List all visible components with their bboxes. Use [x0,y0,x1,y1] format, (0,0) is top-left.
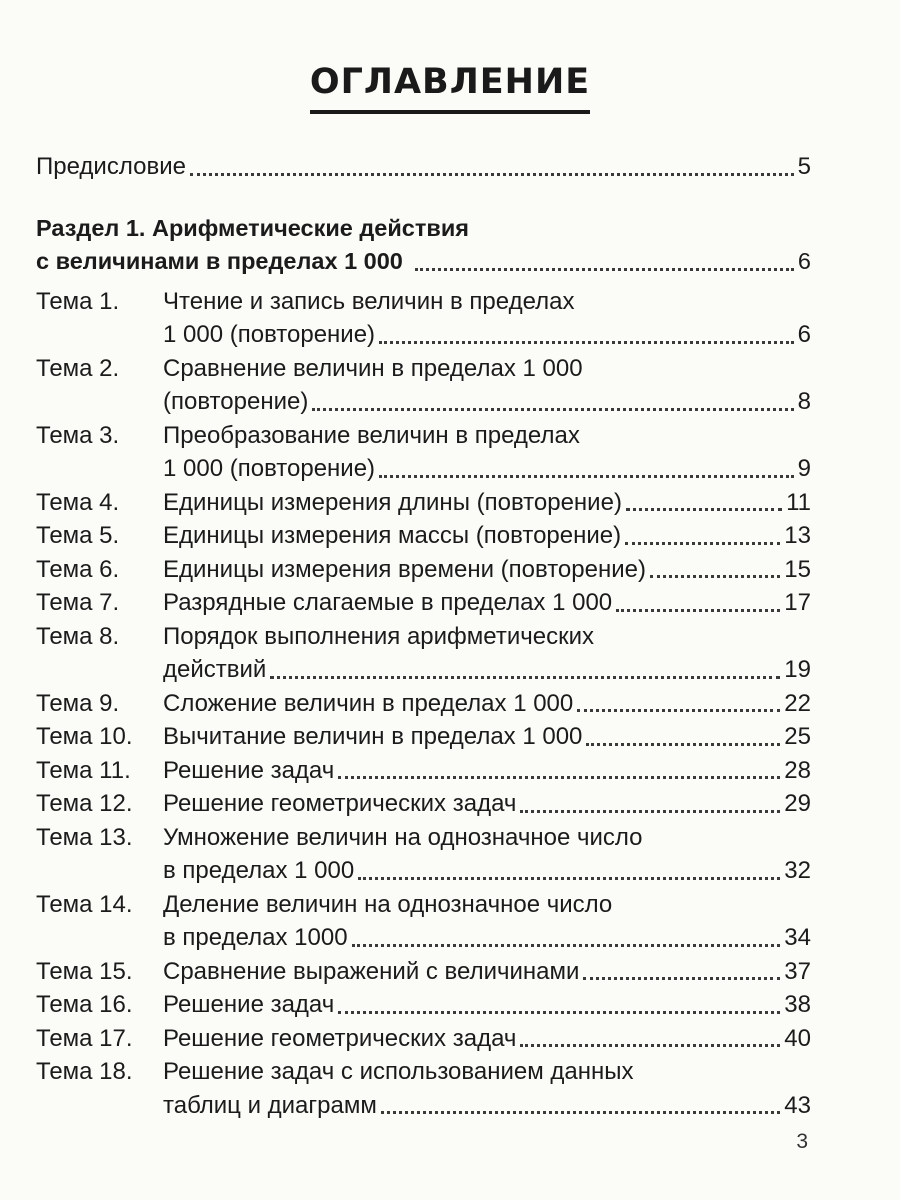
topic-number: Тема 16. [36,991,133,1018]
topic-number: Тема 2. [36,354,120,382]
topic-page: 8 [797,388,811,415]
topic-number: Тема 10. [36,723,133,750]
toc-entry-topic-8[interactable] [36,620,811,687]
topic-number: Тема 7. [36,589,120,616]
topic-title: Сравнение величин в пределах 1 000 [163,354,583,382]
toc-line [36,385,811,419]
topic-number: Тема 1. [36,287,120,315]
toc-entry-topic-11[interactable] [36,754,811,788]
section-line-2 [36,245,811,279]
topic-title: действий [163,656,267,683]
toc-entry-topic-9[interactable] [36,687,811,721]
dot-leader [312,408,793,411]
toc-entry-topic-13[interactable] [36,821,811,888]
section-title-line1: Раздел 1. Арифметические действия [36,214,469,241]
topic-page: 11 [786,488,811,516]
page-number: 3 [796,1130,808,1153]
topic-title: Единицы измерения времени (повторение) [163,555,646,583]
dot-leader [583,977,780,980]
dot-leader [626,508,782,511]
toc-line [36,1055,811,1089]
topic-title: Решение задач [163,756,335,784]
toc-line [36,419,811,453]
toc-entry-preface[interactable] [36,150,811,184]
dot-leader [520,1044,780,1047]
toc-line [36,854,811,888]
topic-title: (повторение) [163,388,309,415]
dot-leader [358,877,780,880]
page-title: ОГЛАВЛЕНИЕ [310,62,590,114]
toc-entry-topic-3[interactable] [36,419,811,486]
toc-line [36,1022,811,1056]
topic-list [36,285,811,1123]
dot-leader [586,743,780,746]
toc-line [36,352,811,386]
topic-number: Тема 14. [36,890,133,918]
topic-number: Тема 5. [36,522,120,549]
topic-title: Деление величин на однозначное число [163,890,613,918]
topic-title: Решение задач [163,991,335,1018]
topic-title: таблиц и диаграмм [163,1091,377,1119]
toc-line [36,285,811,319]
toc-line [36,787,811,821]
topic-page: 17 [784,589,811,616]
topic-title: Решение геометрических задач [163,790,517,817]
topic-page: 43 [784,1091,811,1119]
topic-page: 28 [784,756,811,784]
topic-page: 15 [784,555,811,583]
toc-entry-topic-17[interactable] [36,1022,811,1056]
toc-section-1[interactable] [36,212,811,279]
topic-number: Тема 15. [36,957,133,985]
topic-page: 34 [784,924,811,951]
topic-page: 32 [784,857,811,884]
toc-line [36,821,811,855]
dot-leader [338,776,780,779]
topic-number: Тема 11. [36,756,131,784]
topic-page: 40 [784,1024,811,1052]
toc-entry-topic-15[interactable] [36,955,811,989]
toc-line [36,620,811,654]
topic-page: 29 [784,790,811,817]
dot-leader [577,709,780,712]
toc-line [36,653,811,687]
topic-title: Единицы измерения длины (повторение) [163,488,622,516]
topic-number: Тема 8. [36,622,120,650]
dot-leader [379,475,794,478]
dot-leader [270,676,780,679]
toc-entry-page: 5 [797,153,811,180]
topic-page: 6 [797,321,811,348]
table-of-contents [36,150,811,1122]
topic-number: Тема 18. [36,1058,133,1085]
topic-number: Тема 3. [36,421,120,449]
toc-entry-topic-12[interactable] [36,787,811,821]
topic-title: Умножение величин на однозначное число [163,823,643,851]
topic-title: в пределах 1 000 [163,857,355,884]
dot-leader [520,810,780,813]
toc-line [36,1089,811,1123]
topic-title: Преобразование величин в пределах [163,421,580,449]
dot-leader [190,173,794,176]
toc-entry-topic-5[interactable] [36,519,811,553]
topic-page: 25 [784,723,811,750]
topic-title: Порядок выполнения арифметических [163,622,594,650]
topic-title: Единицы измерения массы (повторение) [163,522,622,549]
topic-number: Тема 9. [36,689,120,717]
toc-entry-topic-4[interactable] [36,486,811,520]
toc-line [36,988,811,1022]
toc-entry-topic-1[interactable] [36,285,811,352]
topic-page: 9 [797,455,811,482]
toc-entry-topic-2[interactable] [36,352,811,419]
topic-title: в пределах 1000 [163,924,348,951]
dot-leader [352,944,781,947]
title-wrap [0,62,900,114]
toc-entry-topic-16[interactable] [36,988,811,1022]
topic-number: Тема 4. [36,488,120,516]
dot-leader [415,268,794,271]
dot-leader [379,341,794,344]
toc-line [36,687,811,721]
toc-line [36,955,811,989]
dot-leader [338,1011,780,1014]
topic-page: 22 [784,689,811,717]
topic-title: 1 000 (повторение) [163,321,376,348]
section-title-line2: с величинами в пределах 1 000 [36,248,403,274]
topic-title: Решение задач с использованием данных [163,1058,634,1085]
section-page: 6 [797,248,811,274]
dot-leader [650,575,780,578]
toc-entry-label: Предисловие [36,153,186,180]
toc-entry-topic-6[interactable] [36,553,811,587]
toc-line [36,553,811,587]
topic-title: Вычитание величин в пределах 1 000 [163,723,583,750]
topic-title: 1 000 (повторение) [163,455,376,482]
toc-line [36,720,811,754]
toc-line [36,921,811,955]
topic-title: Сложение величин в пределах 1 000 [163,689,574,717]
toc-entry-topic-10[interactable] [36,720,811,754]
dot-leader [616,609,780,612]
topic-page: 38 [784,991,811,1018]
toc-line [36,318,811,352]
toc-line [36,452,811,486]
toc-entry-topic-7[interactable] [36,586,811,620]
topic-title: Чтение и запись величин в пределах [163,287,575,315]
dot-leader [381,1111,780,1114]
dot-leader [625,542,780,545]
topic-number: Тема 6. [36,555,120,583]
section-line-1 [36,212,811,246]
topic-number: Тема 13. [36,823,133,851]
toc-line [36,888,811,922]
topic-number: Тема 17. [36,1024,133,1052]
toc-line [36,586,811,620]
topic-page: 37 [784,957,811,985]
topic-title: Решение геометрических задач [163,1024,517,1052]
toc-line [36,754,811,788]
topic-number: Тема 12. [36,790,133,817]
topic-title: Разрядные слагаемые в пределах 1 000 [163,589,613,616]
toc-line [36,486,811,520]
topic-page: 19 [784,656,811,683]
topic-title: Сравнение выражений с величинами [163,957,580,985]
topic-page: 13 [784,522,811,549]
toc-line [36,519,811,553]
toc-entry-topic-18[interactable] [36,1055,811,1122]
toc-entry-topic-14[interactable] [36,888,811,955]
